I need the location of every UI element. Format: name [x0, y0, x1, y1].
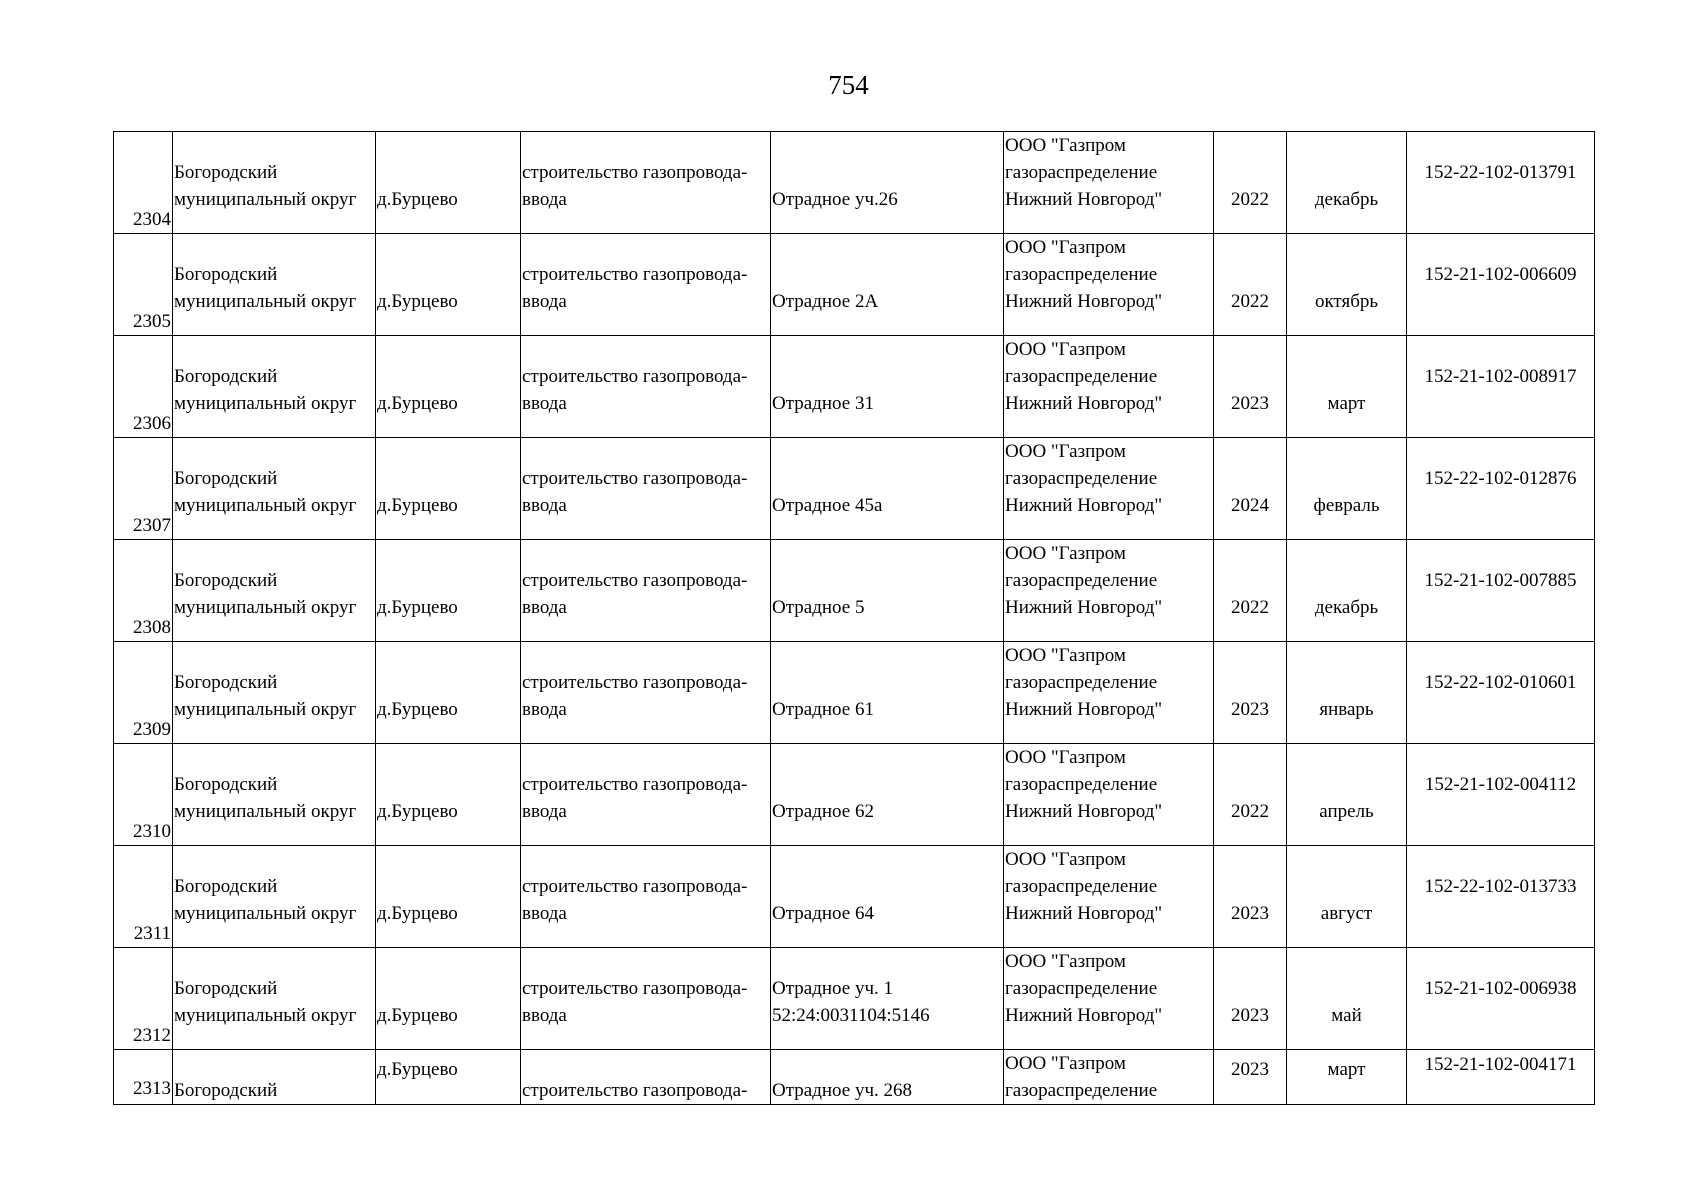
- year-cell: [1214, 540, 1287, 642]
- work-type-cell-line: строительство газопровода-: [522, 774, 748, 795]
- village-cell: [376, 744, 521, 846]
- code-cell-text: 152-22-102-013733: [1424, 876, 1577, 897]
- village-cell: [376, 642, 521, 744]
- organization-cell-line: ООО "Газпром: [1005, 849, 1126, 870]
- year-cell-text: 2022: [1231, 597, 1269, 618]
- row-number-cell-text: 2308: [133, 617, 171, 638]
- village-cell-text: д.Бурцево: [377, 1005, 458, 1026]
- address-cell-line: Отрадное 5: [772, 597, 865, 618]
- code-cell: [1407, 336, 1595, 438]
- district-cell-line: муниципальный округ: [174, 495, 357, 516]
- village-cell-text: д.Бурцево: [377, 393, 458, 414]
- district-cell-line: муниципальный округ: [174, 291, 357, 312]
- district-cell-line: Богородский: [174, 1080, 278, 1101]
- table-row: [114, 948, 1595, 1050]
- year-cell-text: 2024: [1231, 495, 1269, 516]
- work-type-cell: [521, 438, 771, 540]
- organization-cell: [1004, 132, 1214, 234]
- code-cell-text: 152-22-102-013791: [1424, 162, 1577, 183]
- month-cell-text: декабрь: [1314, 189, 1379, 210]
- code-cell: [1407, 234, 1595, 336]
- work-type-cell: [521, 642, 771, 744]
- work-type-cell-line: ввода: [522, 393, 567, 414]
- month-cell-text: октябрь: [1314, 291, 1379, 312]
- year-cell: [1214, 234, 1287, 336]
- year-cell: [1214, 846, 1287, 948]
- work-type-cell-line: строительство газопровода-: [522, 672, 748, 693]
- organization-cell: [1004, 234, 1214, 336]
- organization-cell-line: ООО "Газпром: [1005, 747, 1126, 768]
- address-cell: [771, 132, 1004, 234]
- district-cell-line: Богородский: [174, 774, 278, 795]
- organization-cell-line: Нижний Новгород": [1005, 393, 1163, 414]
- work-type-cell: [521, 948, 771, 1050]
- organization-cell-line: ООО "Газпром: [1005, 543, 1126, 564]
- work-type-cell-line: строительство газопровода-: [522, 876, 748, 897]
- district-cell-line: муниципальный округ: [174, 903, 357, 924]
- work-type-cell: [521, 540, 771, 642]
- district-cell: [173, 1050, 376, 1105]
- registry-table: [113, 131, 1595, 1105]
- village-cell: [376, 234, 521, 336]
- month-cell-text: апрель: [1319, 801, 1374, 822]
- organization-cell-line: ООО "Газпром: [1005, 1053, 1126, 1074]
- row-number-cell-text: 2310: [133, 821, 171, 842]
- work-type-cell-line: ввода: [522, 1005, 567, 1026]
- work-type-cell-line: строительство газопровода-: [522, 264, 748, 285]
- district-cell-line: Богородский: [174, 366, 278, 387]
- address-cell-line: Отрадное 62: [772, 801, 874, 822]
- work-type-cell-line: ввода: [522, 903, 567, 924]
- district-cell: [173, 744, 376, 846]
- code-cell: [1407, 846, 1595, 948]
- work-type-cell-line: ввода: [522, 495, 567, 516]
- address-cell-line: Отрадное 45а: [772, 495, 883, 516]
- address-cell: [771, 744, 1004, 846]
- year-cell-text: 2022: [1231, 189, 1269, 210]
- year-cell: [1214, 438, 1287, 540]
- work-type-cell: [521, 132, 771, 234]
- work-type-cell: [521, 744, 771, 846]
- row-number-cell-text: 2309: [133, 719, 171, 740]
- work-type-cell: [521, 234, 771, 336]
- organization-cell-line: газораспределение: [1005, 468, 1158, 489]
- address-cell-line: Отрадное 64: [772, 903, 874, 924]
- table-row: [114, 132, 1595, 234]
- village-cell-text: д.Бурцево: [377, 699, 458, 720]
- organization-cell: [1004, 1050, 1214, 1105]
- row-number-cell: [114, 336, 173, 438]
- organization-cell: [1004, 948, 1214, 1050]
- organization-cell-line: Нижний Новгород": [1005, 189, 1163, 210]
- district-cell: [173, 438, 376, 540]
- district-cell: [173, 336, 376, 438]
- organization-cell: [1004, 336, 1214, 438]
- row-number-cell: [114, 1050, 173, 1105]
- district-cell-line: Богородский: [174, 468, 278, 489]
- month-cell-text: декабрь: [1314, 597, 1379, 618]
- year-cell-text: 2023: [1231, 393, 1269, 414]
- row-number-cell-text: 2313: [133, 1078, 171, 1099]
- month-cell: [1287, 336, 1407, 438]
- district-cell-line: Богородский: [174, 162, 278, 183]
- organization-cell-line: газораспределение: [1005, 264, 1158, 285]
- work-type-cell-line: строительство газопровода-: [522, 570, 748, 591]
- table-row: [114, 642, 1595, 744]
- work-type-cell-line: ввода: [522, 189, 567, 210]
- month-cell: [1287, 948, 1407, 1050]
- table-row: [114, 1050, 1595, 1105]
- address-cell: [771, 438, 1004, 540]
- district-cell: [173, 948, 376, 1050]
- row-number-cell-text: 2306: [133, 413, 171, 434]
- year-cell: [1214, 948, 1287, 1050]
- work-type-cell-line: строительство газопровода-: [522, 162, 748, 183]
- work-type-cell: [521, 846, 771, 948]
- row-number-cell-text: 2304: [133, 209, 171, 230]
- year-cell-text: 2023: [1231, 1059, 1269, 1080]
- organization-cell-line: Нижний Новгород": [1005, 903, 1163, 924]
- month-cell: [1287, 744, 1407, 846]
- work-type-cell-line: строительство газопровода-: [522, 978, 748, 999]
- address-cell: [771, 948, 1004, 1050]
- table-row: [114, 438, 1595, 540]
- row-number-cell: [114, 438, 173, 540]
- year-cell-text: 2022: [1231, 291, 1269, 312]
- row-number-cell-text: 2307: [133, 515, 171, 536]
- code-cell: [1407, 540, 1595, 642]
- district-cell-line: муниципальный округ: [174, 189, 357, 210]
- code-cell: [1407, 744, 1595, 846]
- village-cell: [376, 438, 521, 540]
- year-cell-text: 2023: [1231, 903, 1269, 924]
- organization-cell-line: газораспределение: [1005, 774, 1158, 795]
- year-cell: [1214, 642, 1287, 744]
- organization-cell: [1004, 744, 1214, 846]
- district-cell: [173, 642, 376, 744]
- organization-cell-line: газораспределение: [1005, 1080, 1158, 1101]
- organization-cell-line: газораспределение: [1005, 876, 1158, 897]
- organization-cell-line: ООО "Газпром: [1005, 441, 1126, 462]
- code-cell: [1407, 438, 1595, 540]
- organization-cell-line: Нижний Новгород": [1005, 495, 1163, 516]
- organization-cell: [1004, 540, 1214, 642]
- month-cell: [1287, 642, 1407, 744]
- organization-cell-line: ООО "Газпром: [1005, 951, 1126, 972]
- row-number-cell: [114, 132, 173, 234]
- row-number-cell: [114, 846, 173, 948]
- district-cell: [173, 132, 376, 234]
- village-cell: [376, 540, 521, 642]
- organization-cell: [1004, 438, 1214, 540]
- table-row: [114, 336, 1595, 438]
- organization-cell-line: Нижний Новгород": [1005, 699, 1163, 720]
- address-cell: [771, 234, 1004, 336]
- row-number-cell: [114, 540, 173, 642]
- address-cell: [771, 1050, 1004, 1105]
- work-type-cell-line: строительство газопровода-: [522, 366, 748, 387]
- table-row: [114, 234, 1595, 336]
- village-cell: [376, 336, 521, 438]
- organization-cell-line: газораспределение: [1005, 366, 1158, 387]
- month-cell-text: январь: [1319, 699, 1374, 720]
- work-type-cell: [521, 336, 771, 438]
- address-cell-line: Отрадное 61: [772, 699, 874, 720]
- address-cell-line: Отрадное 31: [772, 393, 874, 414]
- row-number-cell-text: 2312: [133, 1025, 171, 1046]
- organization-cell-line: газораспределение: [1005, 978, 1158, 999]
- organization-cell: [1004, 846, 1214, 948]
- address-cell-line: Отрадное уч. 1: [772, 978, 893, 999]
- month-cell-text: март: [1327, 393, 1366, 414]
- address-cell-line: Отрадное 2А: [772, 291, 879, 312]
- organization-cell: [1004, 642, 1214, 744]
- year-cell-text: 2023: [1231, 1005, 1269, 1026]
- village-cell: [376, 1050, 521, 1105]
- month-cell: [1287, 1050, 1407, 1105]
- district-cell-line: муниципальный округ: [174, 699, 357, 720]
- code-cell-text: 152-22-102-012876: [1424, 468, 1577, 489]
- month-cell: [1287, 132, 1407, 234]
- code-cell: [1407, 642, 1595, 744]
- work-type-cell-line: ввода: [522, 291, 567, 312]
- month-cell-text: март: [1327, 1059, 1366, 1080]
- year-cell: [1214, 132, 1287, 234]
- year-cell-text: 2023: [1231, 699, 1269, 720]
- table-row: [114, 540, 1595, 642]
- code-cell-text: 152-22-102-010601: [1424, 672, 1577, 693]
- month-cell-text: август: [1320, 903, 1373, 924]
- organization-cell-line: газораспределение: [1005, 672, 1158, 693]
- year-cell: [1214, 744, 1287, 846]
- village-cell-text: д.Бурцево: [377, 495, 458, 516]
- code-cell-text: 152-21-102-006938: [1424, 978, 1577, 999]
- district-cell: [173, 846, 376, 948]
- organization-cell-line: Нижний Новгород": [1005, 801, 1163, 822]
- organization-cell-line: Нижний Новгород": [1005, 597, 1163, 618]
- address-cell: [771, 846, 1004, 948]
- code-cell: [1407, 1050, 1595, 1105]
- address-cell: [771, 642, 1004, 744]
- table-body: [114, 132, 1595, 1105]
- code-cell-text: 152-21-102-004112: [1424, 774, 1577, 795]
- code-cell-text: 152-21-102-004171: [1424, 1054, 1577, 1075]
- month-cell: [1287, 438, 1407, 540]
- year-cell: [1214, 1050, 1287, 1105]
- village-cell-text: д.Бурцево: [377, 189, 458, 210]
- organization-cell-line: Нижний Новгород": [1005, 291, 1163, 312]
- table-row: [114, 744, 1595, 846]
- district-cell-line: Богородский: [174, 672, 278, 693]
- district-cell: [173, 540, 376, 642]
- village-cell-text: д.Бурцево: [377, 903, 458, 924]
- month-cell-text: февраль: [1313, 495, 1380, 516]
- row-number-cell: [114, 234, 173, 336]
- organization-cell-line: Нижний Новгород": [1005, 1005, 1163, 1026]
- village-cell-text: д.Бурцево: [377, 291, 458, 312]
- work-type-cell-line: ввода: [522, 699, 567, 720]
- address-cell-line: Отрадное уч. 268: [772, 1080, 912, 1101]
- year-cell-text: 2022: [1231, 801, 1269, 822]
- page-number: 754: [828, 70, 869, 100]
- year-cell: [1214, 336, 1287, 438]
- table-row: [114, 846, 1595, 948]
- address-cell: [771, 540, 1004, 642]
- row-number-cell: [114, 744, 173, 846]
- month-cell: [1287, 234, 1407, 336]
- work-type-cell: [521, 1050, 771, 1105]
- district-cell-line: Богородский: [174, 876, 278, 897]
- code-cell: [1407, 948, 1595, 1050]
- code-cell-text: 152-21-102-007885: [1424, 570, 1577, 591]
- address-cell-line: 52:24:0031104:5146: [772, 1005, 930, 1026]
- address-cell-line: Отрадное уч.26: [772, 189, 898, 210]
- district-cell-line: муниципальный округ: [174, 801, 357, 822]
- code-cell-text: 152-21-102-006609: [1424, 264, 1577, 285]
- organization-cell-line: газораспределение: [1005, 162, 1158, 183]
- code-cell-text: 152-21-102-008917: [1424, 366, 1577, 387]
- organization-cell-line: ООО "Газпром: [1005, 339, 1126, 360]
- district-cell-line: муниципальный округ: [174, 1005, 357, 1026]
- row-number-cell: [114, 948, 173, 1050]
- code-cell: [1407, 132, 1595, 234]
- village-cell-text: д.Бурцево: [377, 597, 458, 618]
- organization-cell-line: газораспределение: [1005, 570, 1158, 591]
- district-cell-line: Богородский: [174, 570, 278, 591]
- organization-cell-line: ООО "Газпром: [1005, 645, 1126, 666]
- month-cell-text: май: [1331, 1005, 1362, 1026]
- month-cell: [1287, 846, 1407, 948]
- district-cell-line: Богородский: [174, 978, 278, 999]
- village-cell: [376, 948, 521, 1050]
- address-cell: [771, 336, 1004, 438]
- work-type-cell-line: ввода: [522, 597, 567, 618]
- row-number-cell-text: 2311: [133, 923, 171, 944]
- district-cell-line: муниципальный округ: [174, 393, 357, 414]
- village-cell-text: д.Бурцево: [377, 801, 458, 822]
- organization-cell-line: ООО "Газпром: [1005, 135, 1126, 156]
- village-cell-text: д.Бурцево: [377, 1059, 458, 1080]
- work-type-cell-line: ввода: [522, 801, 567, 822]
- district-cell-line: муниципальный округ: [174, 597, 357, 618]
- month-cell: [1287, 540, 1407, 642]
- row-number-cell: [114, 642, 173, 744]
- work-type-cell-line: строительство газопровода-: [522, 468, 748, 489]
- district-cell-line: Богородский: [174, 264, 278, 285]
- work-type-cell-line: строительство газопровода-: [522, 1080, 748, 1101]
- district-cell: [173, 234, 376, 336]
- village-cell: [376, 846, 521, 948]
- village-cell: [376, 132, 521, 234]
- row-number-cell-text: 2305: [133, 311, 171, 332]
- organization-cell-line: ООО "Газпром: [1005, 237, 1126, 258]
